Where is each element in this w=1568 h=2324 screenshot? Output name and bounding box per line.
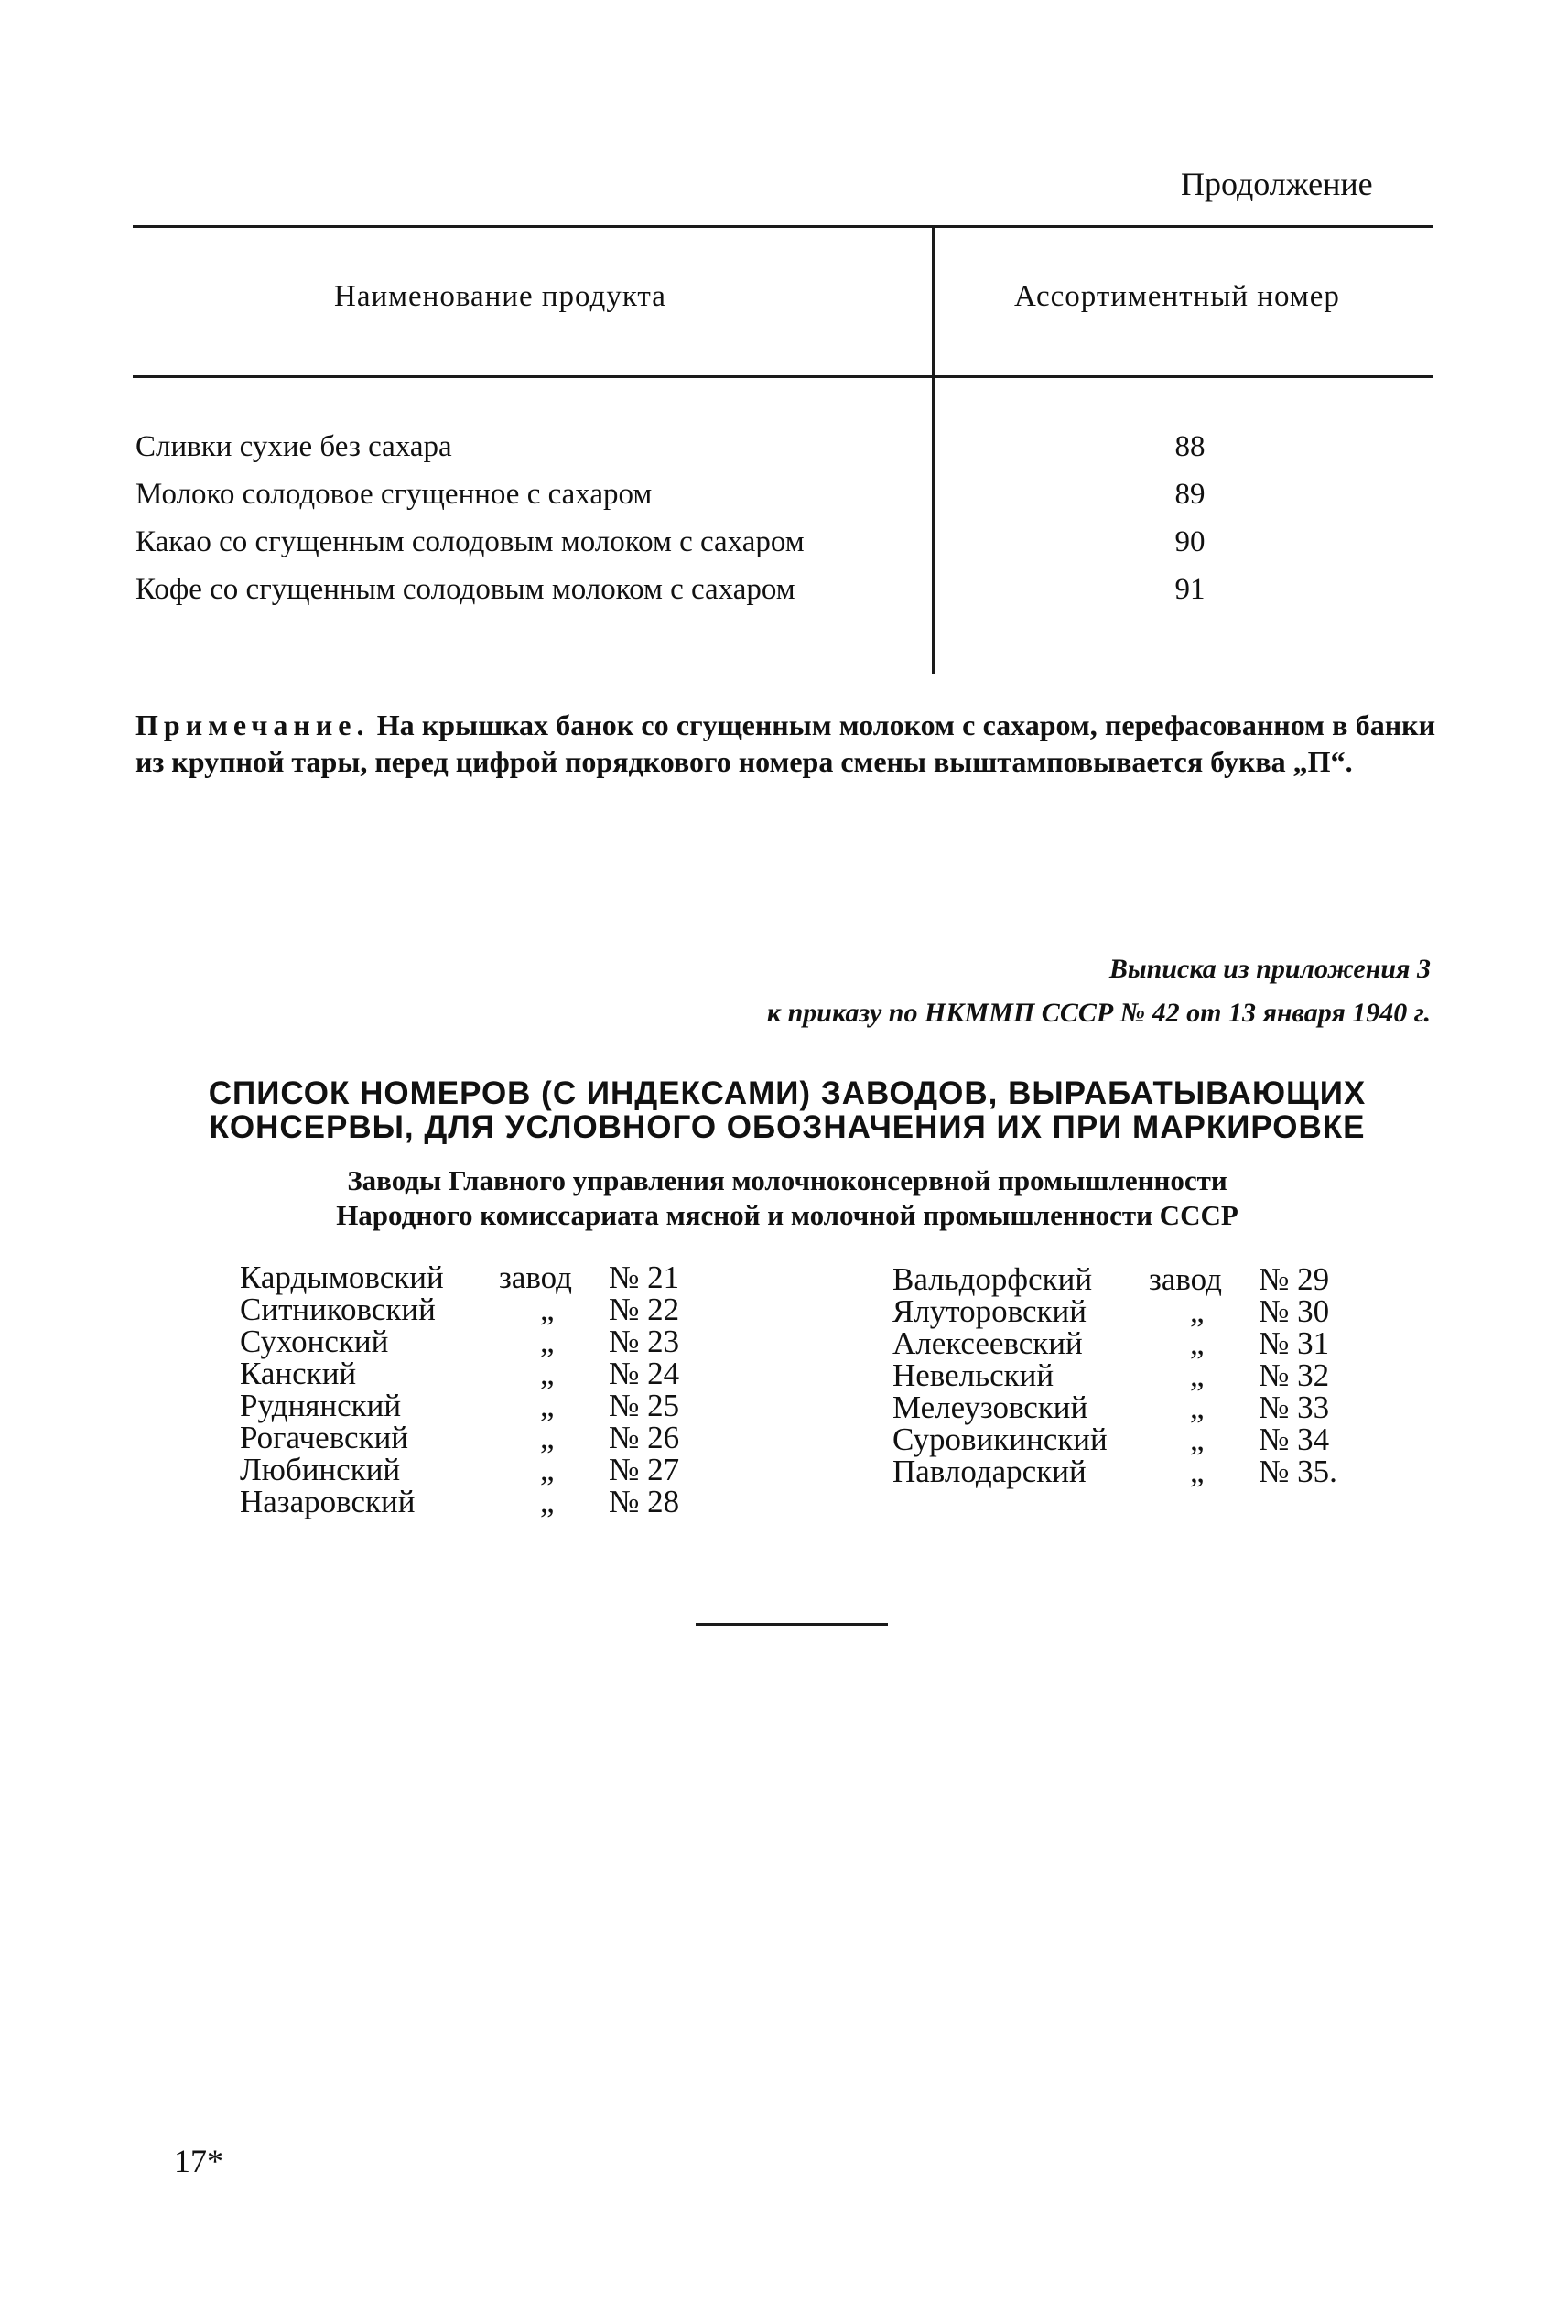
factory-name: Невельский: [892, 1357, 1054, 1393]
table-header-rule: [133, 375, 1433, 378]
factory-mark: „: [1190, 1389, 1205, 1425]
factory-mark: „: [1190, 1325, 1205, 1361]
factory-mark: „: [540, 1292, 555, 1327]
subheading-line-2: Народного комиссариата мясной и молочной промышленности СССР: [336, 1199, 1238, 1231]
extract-line-1: Выписка из приложения 3: [1108, 954, 1431, 984]
factory-number: № 35.: [1259, 1454, 1337, 1489]
factory-mark: „: [1190, 1293, 1205, 1329]
closing-rule: [696, 1623, 888, 1626]
factory-mark: завод: [1149, 1261, 1222, 1297]
factory-number: № 23: [609, 1324, 680, 1359]
factory-number: № 32: [1259, 1357, 1330, 1393]
factory-number: № 29: [1259, 1261, 1330, 1297]
factory-number: № 27: [609, 1452, 680, 1487]
factory-number: № 28: [609, 1484, 680, 1519]
table-row-number: 90: [1174, 525, 1206, 558]
factory-name: Кардымовский: [240, 1259, 444, 1295]
note-text: На крышках банок со сгущенным молоком с сахаром, перефасованном в банки из крупной тары, перед цифрой порядкового номера смены выштамповывается буква „П“.: [135, 708, 1436, 778]
factory-name: Назаровский: [240, 1484, 416, 1519]
factory-name: Вальдорфский: [892, 1261, 1093, 1297]
factory-mark: „: [540, 1324, 555, 1359]
factory-name: Ситниковский: [240, 1292, 436, 1327]
factory-number: № 33: [1259, 1389, 1330, 1425]
factory-name: Любинский: [240, 1452, 401, 1487]
factory-number: № 25: [609, 1388, 680, 1423]
factory-number: № 31: [1259, 1325, 1330, 1361]
factory-name: Рогачевский: [240, 1420, 409, 1455]
factory-name: Канский: [240, 1356, 357, 1391]
factory-mark: завод: [499, 1259, 572, 1295]
factory-number: № 30: [1259, 1293, 1330, 1329]
table-column-divider: [932, 225, 935, 674]
extract-line-2: к приказу по НКММП СССР № 42 от 13 января 1940 г.: [766, 998, 1431, 1028]
continued-label: Продолжение: [1181, 166, 1373, 202]
table-row-number: 91: [1174, 573, 1206, 606]
factory-mark: „: [1190, 1421, 1205, 1457]
factory-name: Сухонский: [240, 1324, 389, 1359]
column-header-number: Ассортиментный номер: [1014, 280, 1340, 313]
factory-number: № 26: [609, 1420, 680, 1455]
factory-name: Руднянский: [240, 1388, 402, 1423]
factory-number: № 34: [1259, 1421, 1330, 1457]
list-title-line-1: СПИСОК НОМЕРОВ (С ИНДЕКСАМИ) ЗАВОДОВ, ВЫРАБАТЫВАЮЩИХ: [208, 1076, 1367, 1111]
table-row-number: 89: [1174, 478, 1206, 511]
factory-name: Алексеевский: [892, 1325, 1083, 1361]
factory-mark: „: [540, 1484, 555, 1519]
factory-mark: „: [1190, 1454, 1205, 1489]
table-row-name: Молоко солодовое сгущенное с сахаром: [135, 478, 653, 511]
subheading-line-1: Заводы Главного управления молочноконсервной промышленности: [347, 1164, 1227, 1196]
table-row-number: 88: [1174, 430, 1206, 463]
list-title-line-2: КОНСЕРВЫ, ДЛЯ УСЛОВНОГО ОБОЗНАЧЕНИЯ ИХ ПРИ МАРКИРОВКЕ: [209, 1109, 1366, 1145]
factory-name: Суровикинский: [892, 1421, 1108, 1457]
table-row-name: Какао со сгущенным солодовым молоком с сахаром: [135, 525, 805, 558]
column-header-name: Наименование продукта: [334, 280, 666, 313]
factory-mark: „: [1190, 1357, 1205, 1393]
factory-number: № 24: [609, 1356, 680, 1391]
factory-number: № 21: [609, 1259, 680, 1295]
factory-name: Ялуторовский: [892, 1293, 1087, 1329]
factory-name: Павлодарский: [892, 1454, 1087, 1489]
table-row-name: Кофе со сгущенным солодовым молоком с сахаром: [135, 573, 795, 606]
note-label: Примечание.: [135, 708, 370, 741]
table-row-name: Сливки сухие без сахара: [135, 430, 452, 463]
note-paragraph: [135, 707, 1435, 780]
factory-mark: „: [540, 1420, 555, 1455]
factory-mark: „: [540, 1388, 555, 1423]
factory-name: Мелеузовский: [892, 1389, 1088, 1425]
factory-mark: „: [540, 1356, 555, 1391]
table-top-rule: [133, 225, 1433, 228]
factory-number: № 22: [609, 1292, 680, 1327]
factory-mark: „: [540, 1452, 555, 1487]
page-number: 17*: [174, 2143, 223, 2179]
